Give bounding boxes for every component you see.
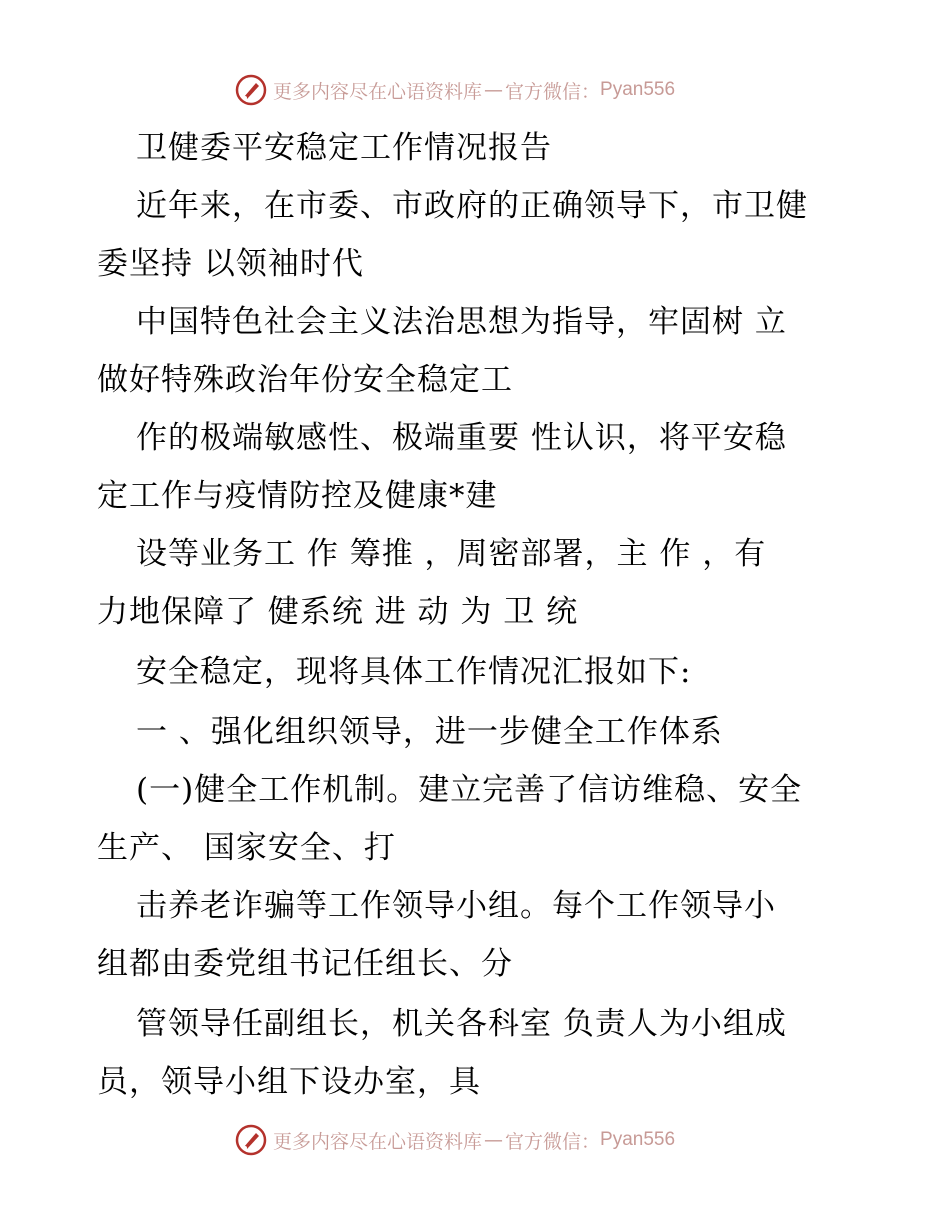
text-line: 管领导任副组长，机关各科室 负责人为小组成 [136, 1006, 787, 1042]
footer-watermark [235, 1123, 675, 1157]
pen-seal-logo-icon [235, 1124, 267, 1156]
text-line: 生产、 国家安全、打 [97, 830, 396, 866]
watermark-handle: Pyan556 [600, 79, 676, 100]
text-line: 设等业务工 作 筹推 ，周密部署，主 作 ，有 [136, 536, 767, 572]
text-line: 定工作与疫情防控及健康*建 [97, 478, 498, 514]
text-line: 做好特殊政治年份安全稳定工 [97, 362, 513, 398]
pen-seal-logo-icon [235, 74, 267, 106]
header-watermark [235, 73, 675, 107]
watermark-text: 更多内容尽在心语资料库 [273, 1130, 483, 1153]
text-line: 安全稳定，现将具体工作情况汇报如下: [136, 654, 692, 690]
document-title: 卫健委平安稳定工作情况报告 [136, 130, 552, 166]
watermark-text: 更多内容尽在心语资料库 [273, 80, 483, 103]
watermark-separator: — [484, 79, 504, 101]
text-line: 委坚持 以领袖时代 [97, 246, 364, 282]
text-line: 员，领导小组下设办室，具 [97, 1064, 481, 1100]
text-line: 力地保障了 健系统 进 动 为 卫 统 [97, 594, 579, 630]
text-line: 中国特色社会主义法治思想为指导，牢固树 立 [136, 304, 787, 340]
watermark-handle: Pyan556 [600, 1129, 676, 1150]
text-line: 近年来，在市委、市政府的正确领导下，市卫健 [136, 188, 808, 224]
text-line: 作的极端敏感性、极端重要 性认识，将平安稳 [136, 420, 787, 456]
watermark-separator: — [484, 1129, 504, 1151]
text-line: (一)健全工作机制。建立完善了信访维稳、安全 [136, 772, 803, 808]
watermark-official: 官方微信： [505, 80, 601, 103]
section-heading: 一 、强化组织领导，进一步健全工作体系 [136, 714, 723, 750]
text-line: 击养老诈骗等工作领导小组。每个工作领导小 [136, 888, 776, 924]
text-line: 组都由委党组书记任组长、分 [97, 946, 513, 982]
watermark-official: 官方微信： [505, 1130, 601, 1153]
